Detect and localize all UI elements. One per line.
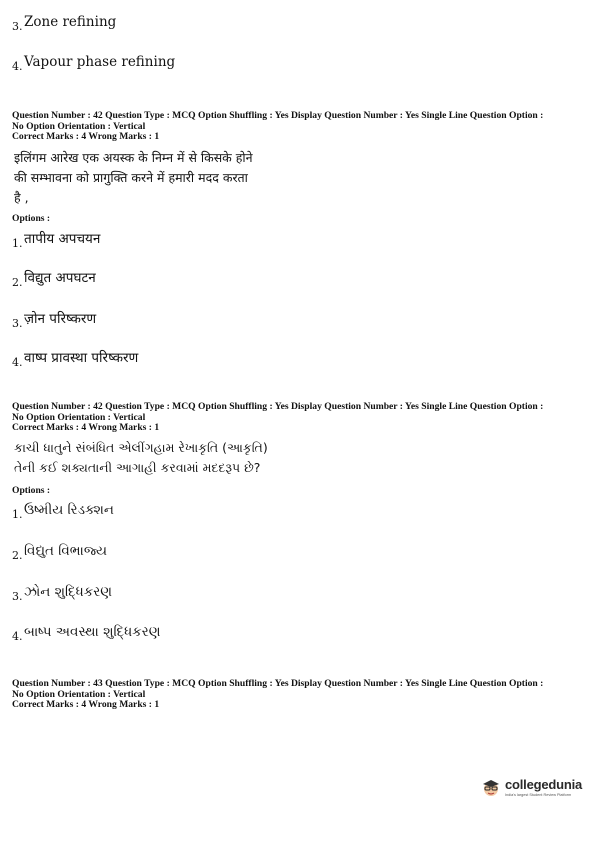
option-item (12, 229, 101, 250)
option-text: ज़ोन परिष्करण (24, 311, 97, 327)
option-text: Zone refining (24, 14, 117, 30)
options-label: Options : (12, 213, 51, 224)
question-meta (12, 679, 584, 711)
question-meta-line: No Option Orientation : Vertical (12, 411, 146, 423)
option-text: ઝોન શુદ્ધિકરણ (24, 584, 112, 600)
question-meta-line: No Option Orientation : Vertical (12, 688, 146, 700)
question-meta (12, 111, 584, 143)
question-marks: Correct Marks : 4 Wrong Marks : 1 (12, 699, 160, 710)
option-number: 3. (12, 20, 23, 33)
logo-wordmark: collegedunia (505, 777, 583, 792)
option-text: બાષ્પ અવસ્થા શુદ્ધિકરણ (24, 624, 161, 640)
graduate-avatar-icon (480, 776, 502, 798)
options-label: Options : (12, 485, 51, 496)
question-marks: Correct Marks : 4 Wrong Marks : 1 (12, 422, 160, 433)
option-text: વિદ્યુત વિભાજ્ય (24, 543, 108, 559)
option-number: 4. (12, 60, 23, 73)
option-number: 3. (12, 317, 23, 330)
question-text-line: की सम्भावना को प्रागुक्ति करने में हमारी मदद करता (14, 170, 248, 185)
question-text-line: है , (14, 190, 29, 205)
question-text-line: કાચી ધાતુને સંબંધિત એલીંગહામ રેખાકૃતિ (આકૃતિ) (14, 440, 268, 455)
option-item (12, 584, 112, 603)
option-item (12, 543, 108, 562)
option-number: 4. (12, 630, 23, 643)
option-text: Vapour phase refining (24, 54, 176, 70)
option-number: 2. (12, 549, 23, 562)
logo-tagline: India's largest Student Review Platform (505, 793, 572, 797)
option-item (12, 502, 114, 521)
question-text (14, 148, 534, 208)
question-meta-line: Question Number : 43 Question Type : MCQ Option Shuffling : Yes Display Question Number : Yes Single Line Question Option : (12, 678, 544, 689)
question-text-line: તેની કઈ શક્યતાની આગાહી કરવામાં મદદરૂપ છે? (14, 460, 261, 475)
option-number: 1. (12, 508, 23, 521)
option-text: ઉષ્મીય રિડક્શન (24, 502, 114, 518)
option-item (12, 309, 97, 330)
option-item (12, 624, 161, 643)
option-text: विद्युत अपघटन (24, 270, 96, 286)
option-number: 4. (12, 356, 23, 369)
option-number: 2. (12, 276, 23, 289)
option-item (12, 54, 176, 73)
question-text (14, 438, 534, 478)
option-text: वाष्प प्रावस्था परिष्करण (24, 350, 139, 366)
question-meta (12, 402, 584, 434)
question-meta-line: Question Number : 42 Question Type : MCQ Option Shuffling : Yes Display Question Number : Yes Single Line Question Option : (12, 401, 544, 412)
option-item (12, 268, 96, 289)
question-text-line: इलिंगम आरेख एक अयस्क के निम्न में से किसके होने (14, 150, 253, 165)
option-number: 3. (12, 590, 23, 603)
question-meta-line: Question Number : 42 Question Type : MCQ Option Shuffling : Yes Display Question Number : Yes Single Line Question Option : (12, 110, 544, 121)
collegedunia-logo (480, 776, 582, 798)
question-meta-line: No Option Orientation : Vertical (12, 120, 146, 132)
option-item (12, 348, 139, 369)
option-text: तापीय अपचयन (24, 231, 101, 247)
option-item (12, 14, 117, 33)
option-number: 1. (12, 237, 23, 250)
question-marks: Correct Marks : 4 Wrong Marks : 1 (12, 131, 160, 142)
